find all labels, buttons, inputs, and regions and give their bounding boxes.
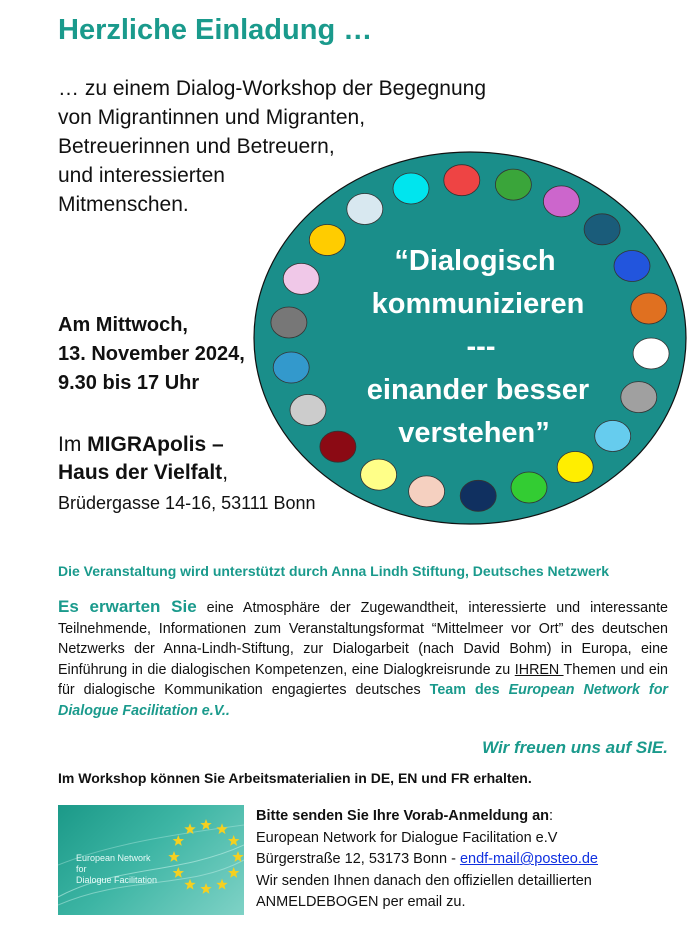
contact-head-suffix: :	[549, 808, 554, 824]
body-underlined: IHREN	[514, 661, 564, 678]
motto-line: ---	[466, 331, 496, 363]
star-icon	[173, 867, 184, 878]
color-dot	[614, 251, 650, 282]
color-dot	[633, 338, 669, 369]
star-icon	[200, 883, 211, 894]
venue-name: MIGRApolis –	[87, 433, 224, 456]
event-date	[58, 311, 245, 398]
venue-address: Brüdergasse 14-16, 53111 Bonn	[58, 493, 316, 513]
body-text	[58, 597, 668, 721]
body-part2: Themen und ein für dialogische Kommunikation engagiertes deutsches	[58, 661, 668, 698]
color-dot	[557, 452, 593, 483]
motto-graphic	[252, 150, 692, 530]
body-part1: eine Atmosphäre der Zugewandtheit, interessierte und interessante Teilnehmende, Informationen zum Veranstaltungsformat “Mittelmeer vor Ort” des deutschen Netzwerks der Anna-Lindh-Stiftung, zur Dialogarbeit (nach David Bohm) in Europa, eine Einführung in die dialogischen Kompetenzen, eine Dialogkreisrunde zu	[58, 600, 668, 678]
motto-circle-svg	[252, 150, 692, 530]
contact-head: Bitte senden Sie Ihre Vorab-Anmeldung an	[256, 808, 549, 824]
motto-line: einander besser	[366, 374, 590, 406]
color-dot	[283, 263, 319, 294]
intro-line: Mitmenschen.	[58, 193, 189, 216]
motto-line: kommunizieren	[371, 288, 585, 320]
date-date: 13. November 2024,	[58, 343, 245, 365]
date-day: Am Mittwoch,	[58, 314, 188, 336]
color-dot	[273, 352, 309, 383]
star-icon	[173, 835, 184, 846]
color-dot	[460, 480, 496, 511]
intro-line: … zu einem Dialog-Workshop der Begegnung	[58, 77, 487, 100]
color-dot	[409, 476, 445, 507]
intro-line: und interessierten	[58, 164, 225, 187]
color-dot	[347, 194, 383, 225]
contact-line5: ANMELDEBOGEN per email zu.	[256, 894, 466, 910]
venue-line2-suffix: ,	[222, 461, 229, 484]
logo-text-line: European Network	[76, 853, 151, 863]
star-icon	[228, 867, 239, 878]
motto-line: “Dialogisch	[394, 245, 556, 277]
color-dot	[393, 173, 429, 204]
color-dot	[495, 169, 531, 200]
star-icon	[228, 835, 239, 846]
color-dot	[595, 421, 631, 452]
color-dot	[290, 395, 326, 426]
color-dot	[621, 382, 657, 413]
support-line: Die Veranstaltung wird unterstützt durch Anna Lindh Stiftung, Deutsches Netzwerk	[58, 563, 609, 579]
contact-email-link[interactable]: endf-mail@posteo.de	[459, 851, 598, 867]
star-icon	[216, 879, 227, 890]
color-dot	[309, 225, 345, 256]
star-icon	[216, 823, 227, 834]
intro-line: Betreuerinnen und Betreuern,	[58, 135, 335, 158]
color-dot	[584, 214, 620, 245]
date-time: 9.30 bis 17 Uhr	[58, 372, 200, 394]
color-dot	[511, 472, 547, 503]
contact-block	[256, 806, 598, 914]
star-icon	[168, 851, 179, 862]
star-icon	[200, 819, 211, 830]
star-icon	[184, 879, 195, 890]
color-dot	[361, 459, 397, 490]
materials-line: Im Workshop können Sie Arbeitsmaterialien in DE, EN und FR erhalten.	[58, 770, 532, 786]
logo-text-line: for	[76, 864, 87, 874]
color-dot	[271, 307, 307, 338]
body-lead: Es erwarten Sie	[58, 597, 197, 616]
body-team-name: European Network for Dialogue Facilitation e.V..	[58, 682, 668, 719]
contact-org: European Network for Dialogue Facilitation e.V	[256, 829, 558, 846]
star-icon	[232, 851, 243, 862]
contact-street: Bürgerstraße 12, 53173 Bonn -	[256, 851, 460, 867]
venue-line2: Haus der Vielfalt	[58, 461, 223, 484]
body-team-prefix: Team des	[429, 682, 509, 698]
intro-line: von Migrantinnen und Migranten,	[58, 106, 366, 129]
venue-prefix: Im	[58, 433, 88, 456]
page-title: Herzliche Einladung …	[58, 14, 373, 46]
color-dot	[320, 431, 356, 462]
contact-line4: Wir senden Ihnen danach den offiziellen detaillierten	[256, 872, 592, 889]
endf-logo	[58, 805, 244, 915]
thanks-line: Wir freuen uns auf SIE.	[482, 738, 668, 757]
color-dot	[631, 293, 667, 324]
motto-line: verstehen”	[398, 417, 550, 449]
color-dot	[543, 186, 579, 217]
color-dot	[444, 165, 480, 196]
logo-text-line: Dialogue Facilitation	[76, 875, 158, 885]
